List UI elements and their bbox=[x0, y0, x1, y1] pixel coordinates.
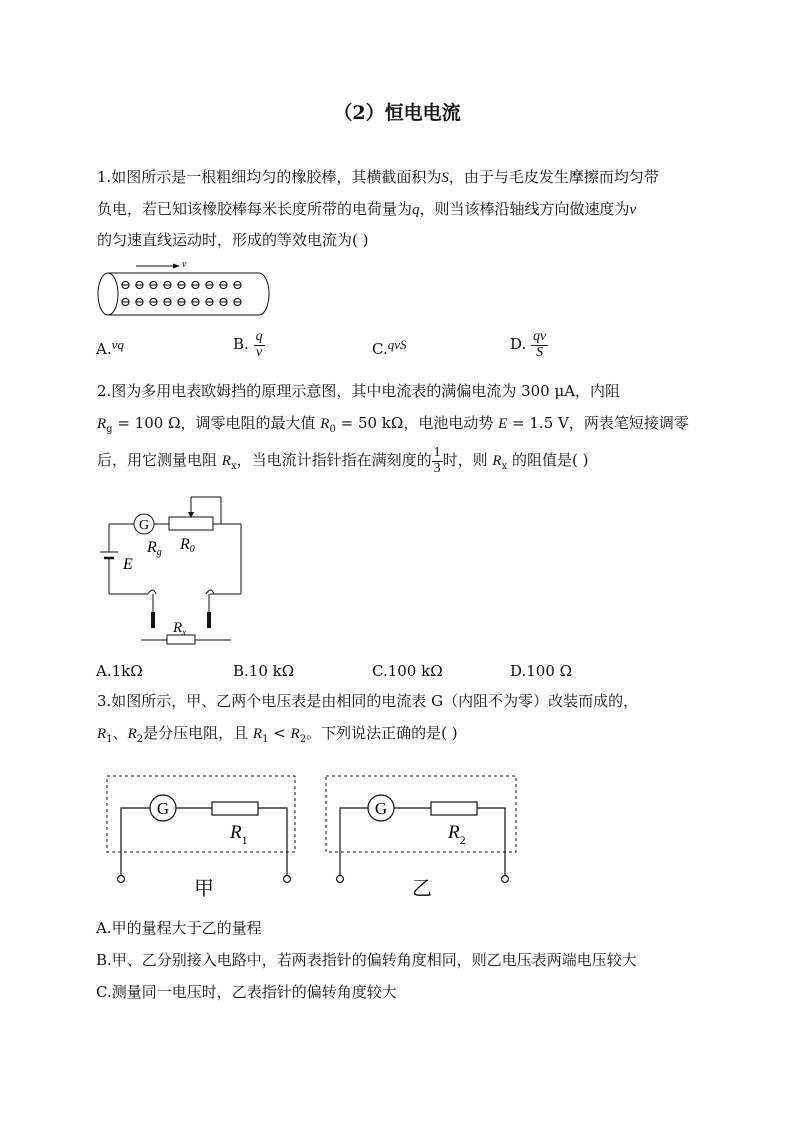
fraction-denominator: v bbox=[255, 344, 263, 360]
charge-icon: ⊖ bbox=[134, 294, 145, 309]
velocity-label: v bbox=[182, 259, 187, 270]
q2-text: ，当电流计指针指在满刻度的 bbox=[236, 451, 432, 470]
option-value: vq bbox=[111, 337, 124, 352]
charge-icon: ⊖ bbox=[148, 294, 159, 309]
charge-icon: ⊖ bbox=[204, 277, 215, 292]
fraction-q-over-v bbox=[254, 330, 265, 360]
symbol-R: R bbox=[320, 416, 330, 432]
symbol-E: E bbox=[498, 416, 508, 432]
charge-icon: ⊖ bbox=[120, 294, 131, 309]
svg-text:R1 bbox=[229, 822, 248, 847]
emf-label: E bbox=[123, 556, 133, 573]
symbol-R: R bbox=[290, 726, 300, 742]
page-title: （2）恒电电流 bbox=[333, 102, 461, 124]
charge-icon: ⊖ bbox=[162, 294, 173, 309]
charge-icon: ⊖ bbox=[232, 277, 243, 292]
symbol-R: R bbox=[492, 453, 502, 470]
ohmmeter-circuit-figure bbox=[96, 490, 246, 650]
subscript: g bbox=[106, 424, 113, 435]
q1-symbol-v: v bbox=[629, 202, 637, 218]
fraction-one-third bbox=[432, 446, 443, 476]
probe-right-icon bbox=[207, 612, 211, 628]
charge-icon: ⊖ bbox=[190, 294, 201, 309]
option-label: D. bbox=[510, 335, 527, 354]
galvanometer-label: G bbox=[374, 799, 388, 818]
charge-icon: ⊖ bbox=[190, 277, 201, 292]
galvanometer-label: G bbox=[138, 518, 150, 533]
charge-icon: ⊖ bbox=[176, 294, 187, 309]
terminal-icon bbox=[118, 876, 125, 883]
rx-label: R bbox=[173, 620, 183, 636]
q1-text-1a: 1.如图所示是一根粗细均匀的橡胶棒，其横截面积为 bbox=[97, 168, 442, 186]
q2-text: = 100 Ω，调零电阻的最大值 bbox=[112, 414, 321, 432]
charge-icon: ⊖ bbox=[162, 277, 173, 292]
symbol-R: R bbox=[221, 453, 231, 470]
fraction-numerator: 1 bbox=[433, 445, 441, 460]
subscript: g bbox=[156, 547, 162, 558]
charge-icon: ⊖ bbox=[218, 277, 229, 292]
charge-icon: ⊖ bbox=[232, 294, 243, 309]
q1-line3: 的匀速直线运动时，形成的等效电流为( ) bbox=[97, 231, 369, 249]
charge-row-bottom bbox=[120, 294, 243, 309]
q3-line1: 3.如图所示，甲、乙两个电压表是由相同的电流表 G（内阻不为零）改装而成的， bbox=[97, 692, 639, 710]
q1-option-c[interactable] bbox=[372, 337, 407, 358]
terminal-icon bbox=[337, 876, 344, 883]
q1-symbol-S: S bbox=[441, 170, 449, 186]
r0-label: R bbox=[180, 536, 190, 553]
q1-option-d[interactable] bbox=[510, 330, 548, 360]
symbol-R: R bbox=[252, 726, 263, 742]
q3-text: 是分压电阻，且 bbox=[143, 724, 253, 742]
voltmeter-jia bbox=[107, 776, 295, 900]
subscript: 1 bbox=[106, 734, 113, 745]
charge-icon: ⊖ bbox=[148, 277, 159, 292]
charge-icon: ⊖ bbox=[134, 277, 145, 292]
q1-text-2b: ，则当该棒沿轴线方向做速度为 bbox=[419, 200, 630, 218]
galvanometer-label: G bbox=[156, 799, 170, 818]
q2-option-c[interactable]: C.100 kΩ bbox=[372, 662, 443, 680]
resistor-r2-icon bbox=[431, 802, 477, 815]
q1-line2 bbox=[97, 198, 636, 219]
q1-text-2a: 负电，若已知该橡胶棒每米长度所带的电荷量为 bbox=[97, 200, 413, 218]
terminal-icon bbox=[284, 876, 291, 883]
q2-text: = 1.5 V，两表笔短接调零 bbox=[507, 414, 689, 432]
terminal-icon bbox=[502, 876, 509, 883]
subscript: 1 bbox=[241, 833, 248, 847]
svg-text:Rg bbox=[146, 539, 162, 558]
rubber-rod-figure bbox=[96, 258, 276, 320]
jia-label: 甲 bbox=[194, 878, 214, 900]
option-label: A. bbox=[96, 340, 112, 358]
q1-option-a[interactable] bbox=[96, 337, 124, 358]
r2-label: R bbox=[448, 822, 460, 843]
q2-line3 bbox=[97, 446, 588, 476]
probe-left-icon bbox=[151, 612, 155, 628]
fraction-denominator: 3 bbox=[433, 460, 441, 476]
rheostat-r0-icon bbox=[169, 517, 213, 530]
option-label: C. bbox=[372, 340, 388, 358]
fraction-numerator: q bbox=[255, 329, 263, 344]
svg-text:R0 bbox=[179, 536, 195, 555]
subscript: 1 bbox=[262, 734, 269, 745]
resistor-rx-icon bbox=[167, 635, 195, 644]
q2-line2 bbox=[97, 412, 689, 435]
q2-option-b[interactable]: B.10 kΩ bbox=[233, 662, 295, 680]
q1-text-1b: ，由于与毛皮发生摩擦而均匀带 bbox=[448, 168, 659, 186]
q3-text: < bbox=[268, 724, 291, 742]
q3-line2 bbox=[97, 722, 458, 745]
velocity-arrow bbox=[136, 259, 187, 270]
subscript: x bbox=[501, 461, 508, 473]
option-value: qvS bbox=[387, 337, 407, 352]
yi-label: 乙 bbox=[412, 878, 432, 900]
charge-icon: ⊖ bbox=[204, 294, 215, 309]
symbol-R: R bbox=[97, 416, 107, 432]
subscript: x bbox=[182, 627, 187, 637]
fraction-qv-over-S bbox=[531, 330, 548, 360]
fraction-numerator: qv bbox=[533, 329, 547, 344]
q3-option-a[interactable]: A.甲的量程大于乙的量程 bbox=[96, 919, 262, 937]
voltmeters-figure bbox=[100, 768, 530, 908]
resistor-r1-icon bbox=[212, 802, 258, 815]
q2-line1: 2.图为多用电表欧姆挡的原理示意图，其中电流表的满偏电流为 300 μA，内阻 bbox=[97, 382, 621, 400]
subscript: 2 bbox=[136, 734, 144, 745]
q3-option-c[interactable]: C.测量同一电压时，乙表指针的偏转角度较大 bbox=[96, 983, 397, 1001]
svg-text:Rx bbox=[172, 620, 186, 637]
subscript: 0 bbox=[329, 424, 336, 435]
q2-option-a[interactable]: A.1kΩ bbox=[96, 662, 143, 680]
voltmeter-yi bbox=[326, 776, 516, 900]
fraction-denominator: S bbox=[536, 344, 544, 360]
q2-option-d[interactable]: D.100 Ω bbox=[510, 662, 573, 680]
charge-icon: ⊖ bbox=[120, 277, 131, 292]
symbol-R: R bbox=[127, 726, 137, 742]
charge-icon: ⊖ bbox=[176, 277, 187, 292]
q3-option-b[interactable]: B.甲、乙分别接入电路中，若两表指针的偏转角度相同，则乙电压表两端电压较大 bbox=[96, 951, 637, 969]
q2-text: = 50 kΩ，电池电动势 bbox=[335, 414, 499, 432]
rg-label: R bbox=[147, 539, 157, 556]
subscript: 2 bbox=[459, 833, 466, 847]
q3-text: 。下列说法正确的是( ) bbox=[306, 724, 458, 742]
q2-text: 的阻值是( ) bbox=[507, 451, 589, 470]
charge-row-top bbox=[120, 277, 243, 292]
q2-text: 后，用它测量电阻 bbox=[97, 451, 222, 470]
q2-text: 时，则 bbox=[442, 451, 493, 470]
charge-icon: ⊖ bbox=[218, 294, 229, 309]
r1-label: R bbox=[230, 822, 242, 843]
subscript: 0 bbox=[189, 544, 195, 555]
q3-text: 、 bbox=[112, 724, 128, 742]
q1-line1 bbox=[97, 166, 659, 187]
option-label: B. bbox=[233, 335, 249, 354]
q1-option-b[interactable] bbox=[233, 330, 265, 360]
q1-symbol-q: q bbox=[412, 202, 420, 218]
svg-text:R2 bbox=[447, 822, 466, 847]
symbol-R: R bbox=[97, 726, 107, 742]
subscript: 2 bbox=[299, 734, 307, 745]
subscript: x bbox=[230, 461, 237, 473]
